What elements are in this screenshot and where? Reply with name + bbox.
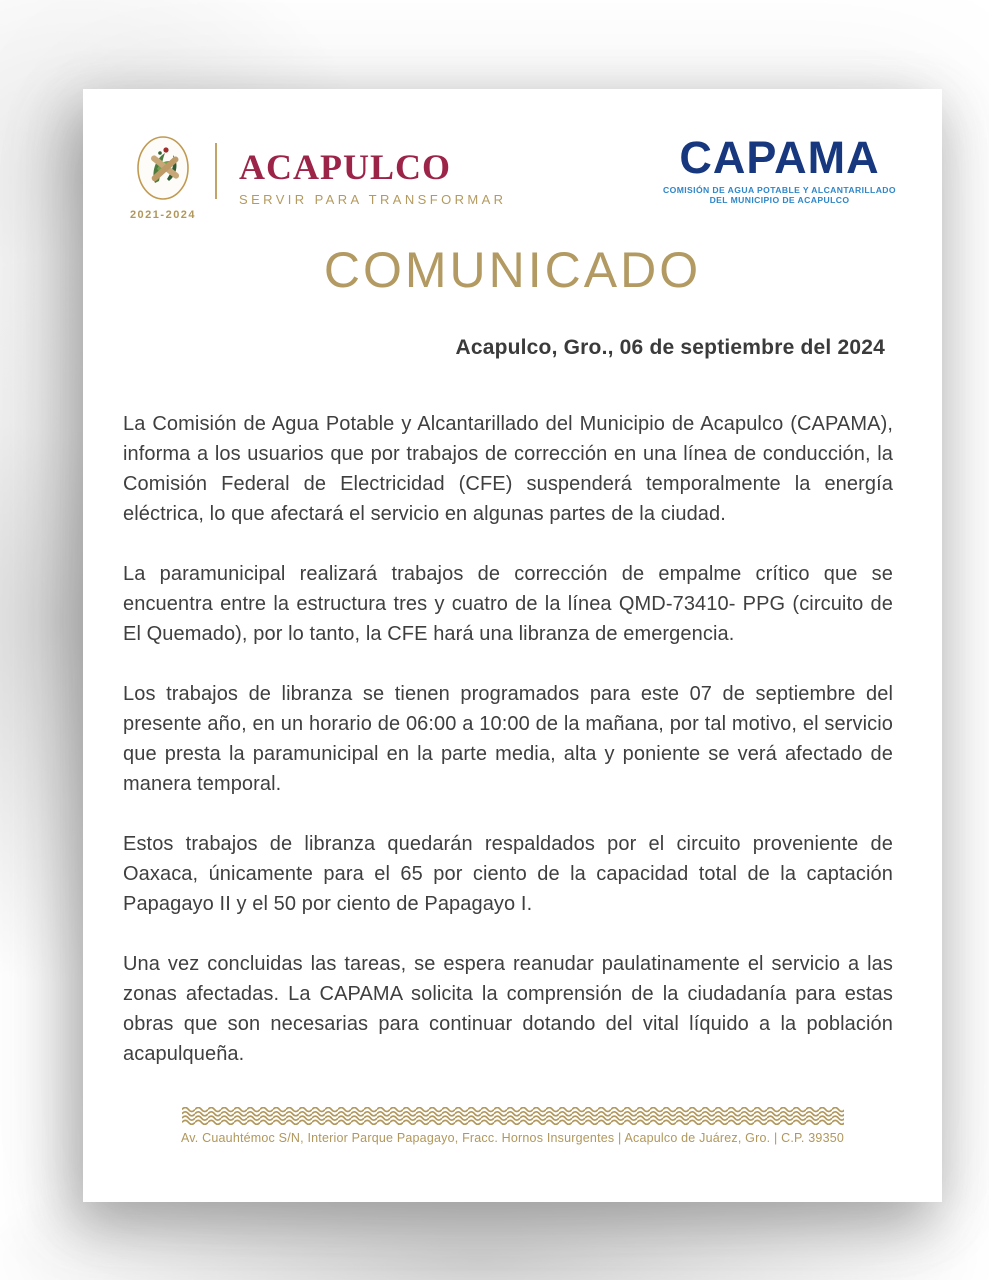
capama-subtitle <box>663 185 896 206</box>
document-header <box>127 132 896 221</box>
paragraph-4: Estos trabajos de libranza quedarán respaldados por el circuito proveniente de Oaxaca, únicamente para el 65 por ciento de la capacidad total de la captación Papagayo II y el 50 por ciento de Papagayo I. <box>123 833 893 915</box>
dateline: Acapulco, Gro., 06 de septiembre del 2024 <box>455 336 885 359</box>
capama-wordmark: CAPAMA <box>679 132 880 183</box>
acapulco-wordmark <box>239 149 506 207</box>
paragraph-3: Los trabajos de libranza se tienen programados para este 07 de septiembre del presente año, en un horario de 06:00 a 10:00 de la mañana, por tal motivo, el servicio que presta la paramunicipal en la parte media, alta y poniente se verá afectado de manera temporal. <box>123 683 893 795</box>
capama-logo <box>663 132 896 206</box>
capama-subtitle-line2: DEL MUNICIPIO DE ACAPULCO <box>709 195 850 206</box>
seal-years: 2021-2024 <box>129 209 197 221</box>
acapulco-name: ACAPULCO <box>239 147 451 187</box>
wavy-divider-icon <box>182 1107 844 1125</box>
footer-address: Av. Cuauhtémoc S/N, Interior Parque Papagayo, Fracc. Hornos Insurgentes | Acapulco de Juárez, Gro. | C.P. 39350 <box>180 1131 845 1145</box>
municipal-seal-icon <box>135 135 191 206</box>
document-page <box>83 89 942 1202</box>
municipal-seal <box>127 135 199 221</box>
paragraph-2: La paramunicipal realizará trabajos de corrección de empalme crítico que se encuentra entre la estructura tres y cuatro de la línea QMD-73410- PPG (circuito de El Quemado), por lo tanto, la CFE hará una libranza de emergencia. <box>123 563 893 645</box>
document-body <box>123 409 893 1099</box>
header-divider <box>215 143 217 199</box>
acapulco-slogan: SERVIR PARA TRANSFORMAR <box>239 192 507 207</box>
acapulco-logo <box>127 135 506 221</box>
page-title: COMUNICADO <box>323 242 702 298</box>
document-footer <box>83 1107 942 1145</box>
capama-subtitle-line1: COMISIÓN DE AGUA POTABLE Y ALCANTARILLADO <box>663 184 896 195</box>
paragraph-5: Una vez concluidas las tareas, se espera reanudar paulatinamente el servicio a las zonas afectadas. La CAPAMA solicita la comprensión de la ciudadanía para estas obras que son necesarias para continuar dotando del vital líquido a la población acapulqueña. <box>123 953 893 1065</box>
paragraph-1: La Comisión de Agua Potable y Alcantarillado del Municipio de Acapulco (CAPAMA), informa a los usuarios que por trabajos de corrección en una línea de conducción, la Comisión Federal de Electricidad (CFE) suspenderá temporalmente la energía eléctrica, lo que afectará el servicio en algunas partes de la ciudad. <box>123 413 893 525</box>
